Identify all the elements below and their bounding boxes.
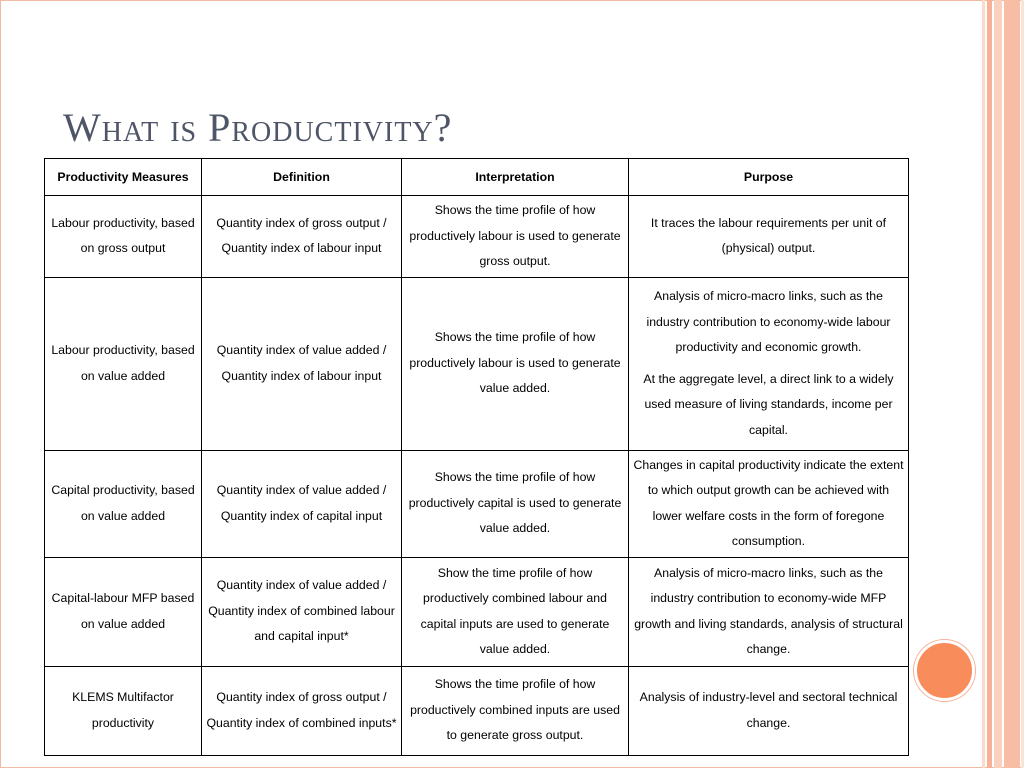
column-header: Definition [202,159,402,196]
interpretation-cell: Shows the time profile of how productively labour is used to generate value added. [402,277,629,450]
purpose-text: Analysis of micro-macro links, such as the industry contribution to economy-wide labour productivity and economic growth. [646,289,891,354]
stripe [982,0,985,768]
purpose-cell [629,196,909,278]
definition-cell: Quantity index of value added / Quantity index of capital input [202,450,402,557]
measure-cell: Capital productivity, based on value added [45,450,202,557]
stripe [987,0,992,768]
definition-cell: Quantity index of gross output / Quantity index of labour input [202,196,402,278]
table-row [45,277,909,450]
interpretation-cell: Shows the time profile of how productively capital is used to generate value added. [402,450,629,557]
table-row [45,450,909,557]
measure-cell: Labour productivity, based on gross output [45,196,202,278]
definition-cell: Quantity index of gross output / Quantity index of combined inputs* [202,666,402,755]
stripe [994,0,1002,768]
measure-cell: Labour productivity, based on value added [45,277,202,450]
slide-title: What is Productivity? [63,105,453,150]
table-row [45,557,909,666]
purpose-cell [629,450,909,557]
purpose-text: Analysis of industry-level and sectoral technical change. [639,690,898,730]
definition-cell: Quantity index of value added / Quantity index of labour input [202,277,402,450]
column-header: Productivity Measures [45,159,202,196]
purpose-text: Analysis of micro-macro links, such as the industry contribution to economy-wide MFP growth and living standards, analysis of structural change. [634,565,903,656]
measure-cell: Capital-labour MFP based on value added [45,557,202,666]
purpose-text: Changes in capital productivity indicate the extent to which output growth can be achieved with lower welfare costs in the form of foregone consumption. [633,457,904,548]
definition-cell: Quantity index of value added / Quantity index of combined labour and capital input* [202,557,402,666]
interpretation-cell: Shows the time profile of how productively labour is used to generate gross output. [402,196,629,278]
table-header-row [45,159,909,196]
column-header: Purpose [629,159,909,196]
purpose-text: At the aggregate level, a direct link to a widely used measure of living standards, income per capital. [643,371,894,437]
column-header: Interpretation [402,159,629,196]
table-row [45,196,909,278]
purpose-text: It traces the labour requirements per unit of (physical) output. [650,215,887,256]
table-row [45,666,909,755]
interpretation-cell: Show the time profile of how productively combined labour and capital inputs are used to generate value added. [402,557,629,666]
decorative-stripes [982,0,1024,768]
decorative-circle [914,640,975,701]
purpose-cell [629,666,909,755]
measure-cell: KLEMS Multifactor productivity [45,666,202,755]
interpretation-cell: Shows the time profile of how productively combined inputs are used to generate gross output. [402,666,629,755]
stripe [1004,0,1020,768]
purpose-cell [629,557,909,666]
productivity-table [44,158,909,756]
purpose-cell [629,277,909,450]
